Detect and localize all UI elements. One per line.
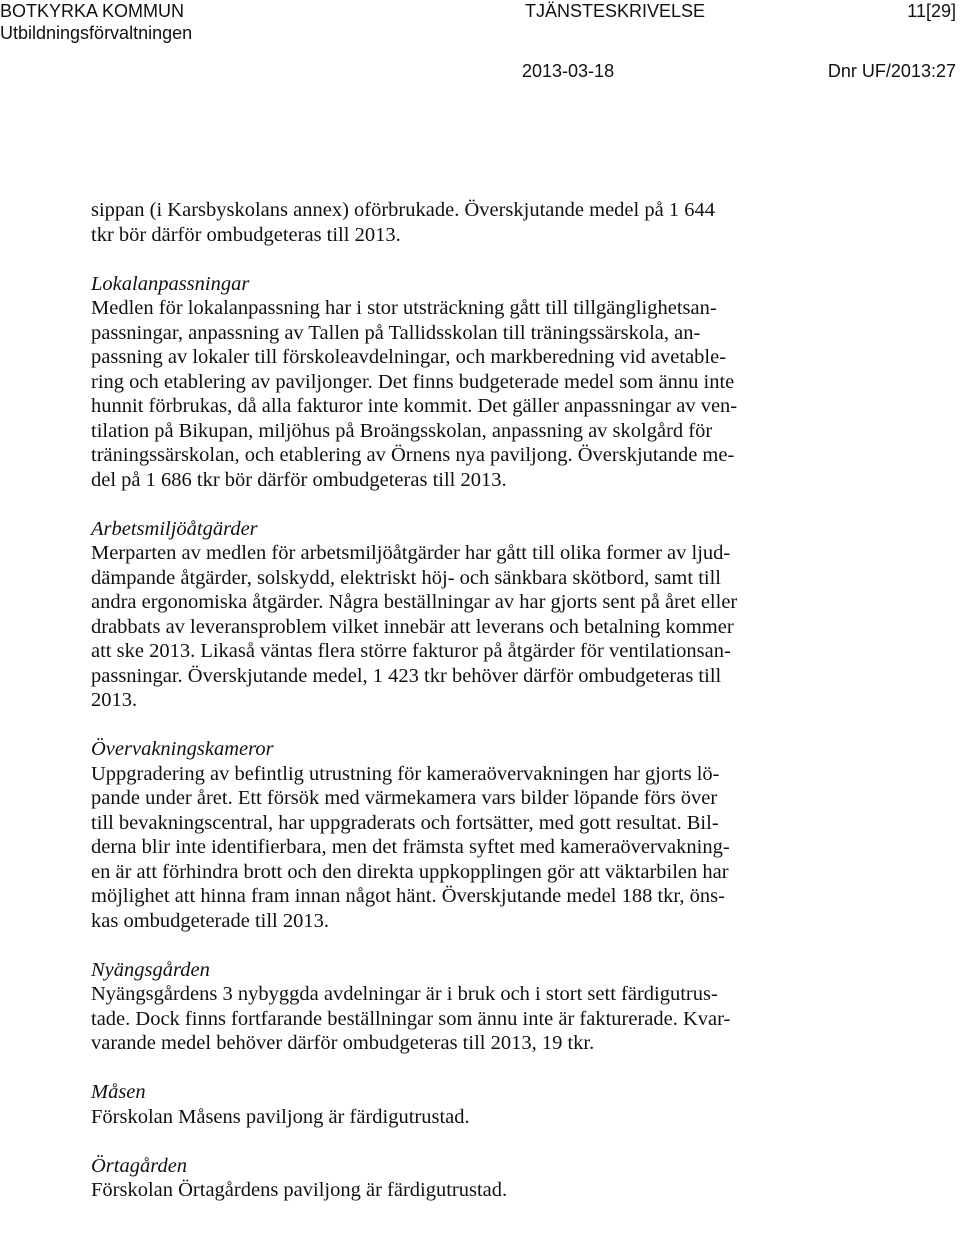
section-heading: Nyängsgården: [91, 958, 210, 981]
paragraph-line: drabbats av leveransproblem vilket innebär att leverans och betalning kommer: [91, 615, 734, 638]
paragraph-line: hunnit förbrukas, då alla fakturor inte kommit. Det gäller anpassningar av ven-: [91, 395, 738, 417]
paragraph-line: tilation på Bikupan, miljöhus på Broängsskolan, anpassning av skolgård för: [91, 419, 713, 442]
paragraph-line: Förskolan Örtagårdens paviljong är färdigutrustad.: [91, 1179, 508, 1201]
paragraph-line: del på 1 686 tkr bör därför ombudgeteras till 2013.: [91, 468, 507, 491]
text-section: [91, 1080, 831, 1129]
section-heading: Övervakningskameror: [91, 738, 274, 760]
paragraph-line: sippan (i Karsbyskolans annex) oförbrukade. Överskjutande medel på 1 644: [91, 199, 715, 221]
text-section: [91, 958, 831, 1056]
paragraph-line: Nyängsgårdens 3 nybyggda avdelningar är i bruk och i stort sett färdigutrus-: [91, 983, 718, 1005]
paragraph-line: att ske 2013. Likaså väntas flera större fakturor på åtgärder för ventilationsan-: [91, 640, 731, 662]
paragraph-line: derna blir inte identifierbara, men det främsta syftet med kameraövervakning-: [91, 836, 730, 858]
text-section: [91, 737, 831, 933]
section-heading: Måsen: [91, 1081, 146, 1103]
paragraph-line: en är att förhindra brott och den direkta uppkopplingen gör att väktarbilen har: [91, 860, 729, 883]
document-type: TJÄNSTESKRIVELSE: [525, 1, 706, 21]
paragraph-line: kas ombudgeterade till 2013.: [91, 909, 329, 932]
paragraph-line: 2013.: [91, 689, 138, 711]
text-section: [91, 1154, 831, 1203]
paragraph-line: passning av lokaler till förskoleavdelningar, och markberedning vid avetable-: [91, 346, 727, 368]
paragraph-line: varande medel behöver därför ombudgeteras till 2013, 19 tkr.: [91, 1032, 595, 1054]
paragraph-line: träningssärskolan, och etablering av Örnens nya paviljong. Överskjutande me-: [91, 444, 735, 466]
paragraph-line: ring och etablering av paviljonger. Det finns budgeterade medel som ännu inte: [91, 370, 735, 393]
paragraph-line: tade. Dock finns fortfarande beställningar som ännu inte är fakturerade. Kvar-: [91, 1007, 731, 1030]
paragraph-line: Merparten av medlen för arbetsmiljöåtgärder har gått till olika former av ljud-: [91, 542, 731, 564]
registration-number: Dnr UF/2013:27: [827, 61, 956, 81]
paragraph-line: passningar. Överskjutande medel, 1 423 tkr behöver därför ombudgeteras till: [91, 664, 722, 687]
page-number: 11[29]: [907, 1, 956, 21]
text-section: [91, 517, 831, 713]
paragraph-line: Uppgradering av befintlig utrustning för kameraövervakningen har gjorts lö-: [91, 762, 720, 785]
paragraph-line: möjlighet att hinna fram innan något hänt. Överskjutande medel 188 tkr, öns-: [91, 885, 725, 907]
paragraph-line: Förskolan Måsens paviljong är färdigutrustad.: [91, 1105, 470, 1128]
paragraph-line: pande under året. Ett försök med värmekamera vars bilder löpande förs över: [91, 787, 718, 809]
paragraph-line: passningar, anpassning av Tallen på Tallidsskolan till träningssärskola, an-: [91, 321, 701, 344]
section-heading: Örtagården: [91, 1154, 188, 1177]
text-section: [91, 272, 831, 493]
paragraph-line: Medlen för lokalanpassning har i stor utsträckning gått till tillgänglighetsan-: [91, 297, 717, 319]
paragraph-line: dämpande åtgärder, solskydd, elektriskt höj- och sänkbara skötbord, samt till: [91, 566, 721, 589]
section-heading: Arbetsmiljöåtgärder: [91, 517, 258, 540]
text-section: [91, 198, 831, 247]
document-date: 2013-03-18: [522, 61, 615, 81]
organization-name: BOTKYRKA KOMMUN: [0, 1, 185, 21]
paragraph-line: till bevakningscentral, har uppgraderats och fortsätter, med gott resultat. Bil-: [91, 811, 719, 834]
department-name: Utbildningsförvaltningen: [0, 23, 193, 43]
paragraph-line: tkr bör därför ombudgeteras till 2013.: [91, 223, 401, 246]
paragraph-line: andra ergonomiska åtgärder. Några beställningar av har gjorts sent på året eller: [91, 591, 738, 613]
section-heading: Lokalanpassningar: [91, 272, 250, 295]
document-body: [91, 198, 831, 1203]
